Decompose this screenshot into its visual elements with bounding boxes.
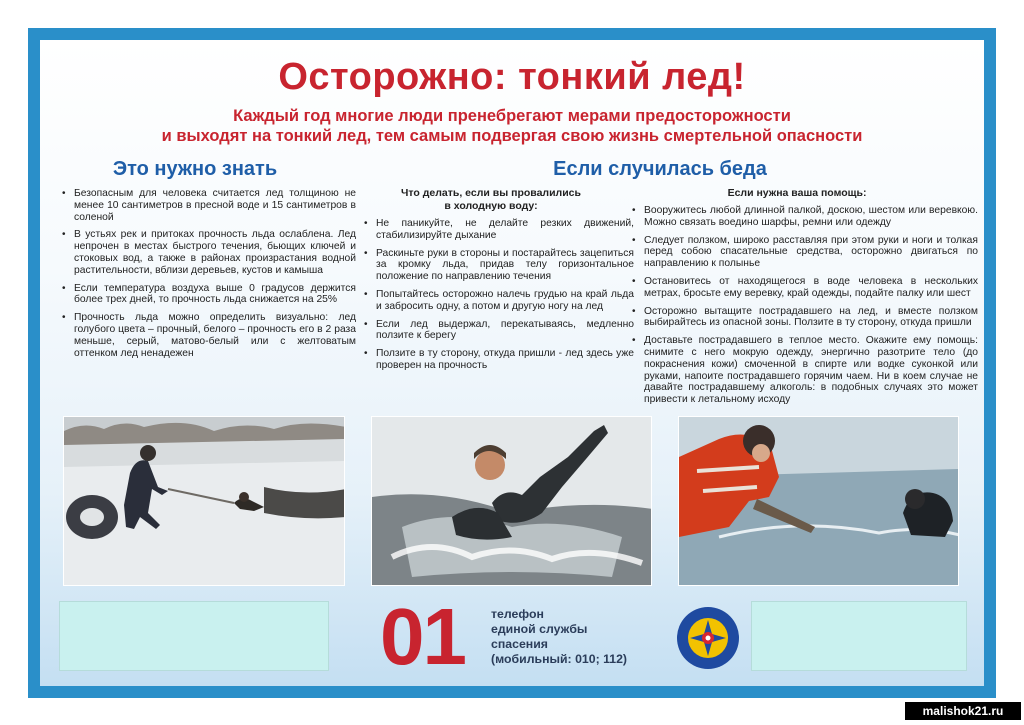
- list-item: • Безопасным для человека считается лед толщиною не менее 10 сантиметров в пресной воде и 15 сантиметров в соленой: [74, 188, 356, 223]
- fell-heading: [362, 187, 620, 212]
- info-box-left: [59, 601, 329, 671]
- poster-title: Осторожно: тонкий лед!: [278, 56, 746, 98]
- list-item: • Ползите в ту сторону, откуда пришли - лед здесь уже проверен на прочность: [376, 348, 634, 372]
- phone-line-2: единой службы: [491, 622, 588, 636]
- info-box-right: [751, 601, 967, 671]
- fell-heading-line-2: в холодную воду:: [444, 199, 538, 212]
- subtitle-line-1: Каждый год многие люди пренебрегают мерами предосторожности: [233, 107, 791, 125]
- photo-rope-rescue: [63, 416, 345, 586]
- help-list: [630, 205, 978, 412]
- list-item: • Вооружитесь любой длинной палкой, доскою, шестом или веревкою. Можно связать воедино шарфы, ремни или одежду: [644, 205, 978, 229]
- photo-person-in-water: [371, 416, 652, 586]
- list-item: • Попытайтесь осторожно налечь грудью на край льда и забросить одну, а потом и другую ногу на лед: [376, 289, 634, 313]
- list-item: • В устьях рек и притоках прочность льда ослаблена. Лед непрочен в местах быстрого течения, бьющих ключей и стоковых вод, а также в районах произрастания водной растительности, вблизи деревьев, кустов и камыша: [74, 229, 356, 276]
- fell-list: [362, 218, 634, 378]
- phone-line-3: спасения: [491, 637, 548, 651]
- list-item: • Доставьте пострадавшего в теплое место. Окажите ему помощь: снимите с него мокрую одежду, энергично разотрите тело (до покраснения кожи) смоченной в спирте или водке суконкой или руками, напоите пострадавшего горячим чаем. Ни в коем случае не давайте пострадавшему алкоголь: в подобных случаях это может привести к летальному исходу: [644, 335, 978, 406]
- list-item: • Если температура воздуха выше 0 градусов держится более трех дней, то прочность льда снижается на 25%: [74, 283, 356, 307]
- photo-rescuer-on-ice: [678, 416, 959, 586]
- list-item: • Не паникуйте, не делайте резких движений, стабилизируйте дыхание: [376, 218, 634, 242]
- list-item: • Осторожно вытащите пострадавшего на лед, и вместе ползком выбирайтесь из опасной зоны. Ползите в ту сторону, откуда пришли: [644, 306, 978, 330]
- phone-line-4: (мобильный: 010; 112): [491, 652, 628, 666]
- help-heading: Если нужна ваша помощь:: [727, 187, 867, 199]
- list-item: • Прочность льда можно определить визуально: лед голубого цвета – прочный, белого – прочность его в 2 раза меньше, серый, матово-белый или с желтоватым оттенком лед ненадежен: [74, 312, 356, 359]
- subtitle-line-2: и выходят на тонкий лед, тем самым подвергая свою жизнь смертельной опасности: [161, 127, 863, 145]
- list-item: • Следует ползком, широко расставляя при этом руки и ноги и толкая перед собою спасательные средства, осторожно двигаться по направлению к полынье: [644, 235, 978, 270]
- fell-heading-line-1: Что делать, если вы провалились: [401, 187, 581, 199]
- trouble-heading: Если случилась беда: [553, 158, 767, 180]
- list-item: • Если лед выдержал, перекатываясь, медленно ползите к берегу: [376, 319, 634, 343]
- phone-info: [491, 607, 627, 667]
- site-watermark: malishok21.ru: [905, 702, 1021, 720]
- know-list: [60, 188, 356, 365]
- list-item: • Остановитесь от находящегося в воде человека в нескольких метрах, бросьте ему веревку, край одежды, подайте палку или шест: [644, 276, 978, 300]
- emergency-number: 01: [380, 592, 465, 681]
- know-heading: Это нужно знать: [112, 158, 278, 180]
- list-item: • Раскиньте руки в стороны и постарайтесь зацепиться за кромку льда, придав телу горизонтальное положение по направлению течения: [376, 248, 634, 283]
- emercom-logo: [676, 606, 740, 670]
- phone-line-1: телефон: [491, 607, 544, 621]
